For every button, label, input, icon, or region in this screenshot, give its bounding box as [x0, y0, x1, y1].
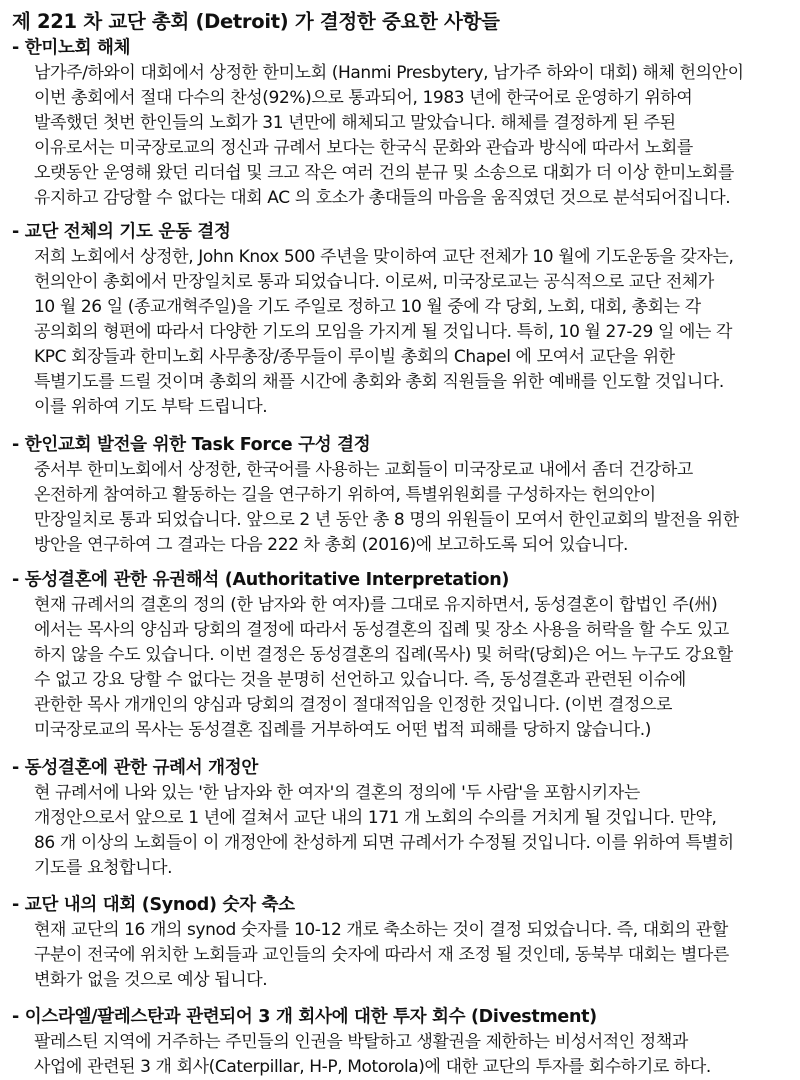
- body-line: 사업에 관련된 3 개 회사(Caterpillar, H-P, Motorola)에 대한 교단의 투자를 회수하기로 하다.: [34, 1057, 711, 1077]
- body-line: 이번 총회에서 절대 다수의 찬성(92%)으로 통과되어, 1983 년에 한국어로 운영하기 위하여: [34, 88, 693, 108]
- section-heading: - 한인교회 발전을 위한 Task Force 구성 결정: [12, 435, 371, 455]
- body-line: 현 규례서에 나와 있는 '한 남자와 한 여자'의 결혼의 정의에 '두 사람'을 포함시키자는: [34, 783, 640, 803]
- body-line: 기도를 요청합니다.: [34, 858, 173, 878]
- body-line: 이를 위하여 기도 부탁 드립니다.: [34, 397, 268, 417]
- section-list: [12, 36, 786, 1080]
- body-line: 오랫동안 운영해 왔던 리더쉽 및 크고 작은 여러 건의 분규 및 소송으로 대회가 더 이상 한미노회를: [34, 163, 734, 183]
- body-line: 방안을 연구하여 그 결과는 다음 222 차 총회 (2016)에 보고하도록 되어 있습니다.: [34, 535, 629, 555]
- body-line: 미국장로교의 목사는 동성결혼 집례를 거부하여도 어떤 법적 피해를 당하지 않습니다.): [34, 720, 652, 740]
- body-line: 개정안으로서 앞으로 1 년에 걸쳐서 교단 내의 171 개 노회의 수의를 거치게 될 것입니다. 만약,: [34, 808, 717, 828]
- body-line: 특별기도를 드릴 것이며 총회의 채플 시간에 총회와 총회 직원들을 위한 예배를 인도할 것입니다.: [34, 372, 724, 392]
- body-line: 저희 노회에서 상정한, John Knox 500 주년을 맞이하여 교단 전체가 10 월에 기도운동을 갖자는,: [34, 247, 734, 267]
- body-line: 86 개 이상의 노회들이 이 개정안에 찬성하게 되면 규례서가 수정될 것입니다. 이를 위하여 특별히: [34, 833, 734, 853]
- section: [12, 220, 786, 420]
- body-line: 공의회의 형편에 따라서 다양한 기도의 모임을 가지게 될 것입니다. 특히, 10 월 27-29 일 에는 각: [34, 322, 733, 342]
- section-body: [34, 593, 786, 743]
- body-line: 하지 않을 수도 있습니다. 이번 결정은 동성결혼의 집례(목사) 및 허락(당회)은 어느 누구도 강요할: [34, 645, 733, 665]
- body-line: 헌의안이 총회에서 만장일치로 통과 되었습니다. 이로써, 미국장로교는 공식적으로 교단 전체가: [34, 272, 714, 292]
- section-heading: - 교단 내의 대회 (Synod) 숫자 축소: [12, 895, 295, 915]
- section-heading: - 동성결혼에 관한 규례서 개정안: [12, 758, 258, 778]
- section: [12, 36, 786, 211]
- body-line: 현재 교단의 16 개의 synod 숫자를 10-12 개로 축소하는 것이 결정 되었습니다. 즉, 대회의 관할: [34, 920, 728, 940]
- body-line: 수 없고 강요 당할 수 없다는 것을 분명히 선언하고 있습니다. 즉, 동성결혼과 관련된 이슈에: [34, 670, 686, 690]
- body-line: 구분이 전국에 위치한 노회들과 교인들의 숫자에 따라서 재 조정 될 것인데, 동북부 대회는 별다른: [34, 945, 729, 965]
- section-heading: - 한미노회 해체: [12, 38, 131, 58]
- section-heading: - 이스라엘/팔레스탄과 관련되어 3 개 회사에 대한 투자 회수 (Divestment): [12, 1007, 597, 1027]
- section-body: [34, 1030, 786, 1080]
- section-spacer: [12, 881, 786, 893]
- body-line: 10 월 26 일 (종교개혁주일)을 기도 주일로 정하고 10 월 중에 각 당회, 노회, 대회, 총회는 각: [34, 297, 701, 317]
- body-line: KPC 회장들과 한미노회 사무총장/종무들이 루이빌 총회의 Chapel 에 모여서 교단을 위한: [34, 347, 675, 367]
- section: [12, 1005, 786, 1080]
- body-line: 에서는 목사의 양심과 당회의 결정에 따라서 동성결혼의 집례 및 장소 사용을 허락을 할 수도 있고: [34, 620, 729, 640]
- section: [12, 893, 786, 993]
- section: [12, 433, 786, 558]
- body-line: 남가주/하와이 대회에서 상정한 한미노회 (Hanmi Presbytery, 남가주 하와이 대회) 해체 헌의안이: [34, 63, 744, 83]
- section-spacer: [12, 993, 786, 1005]
- body-line: 관한한 목사 개개인의 양심과 당회의 결정이 절대적임을 인정한 것입니다. (이번 결정으로: [34, 695, 673, 715]
- section-spacer: [12, 743, 786, 756]
- body-line: 유지하고 감당할 수 없다는 대회 AC 의 호소가 총대들의 마음을 움직였던 것으로 분석되어집니다.: [34, 188, 731, 208]
- section-body: [34, 245, 786, 420]
- body-line: 온전하게 참여하고 활동하는 길을 연구하기 위하여, 특별위원회를 구성하자는 헌의안이: [34, 485, 656, 505]
- section: [12, 756, 786, 881]
- body-line: 발족했던 첫번 한인들의 노회가 31 년만에 해체되고 말았습니다. 해체를 결정하게 된 주된: [34, 113, 676, 133]
- section: [12, 568, 786, 743]
- section-body: [34, 918, 786, 993]
- body-line: 만장일치로 통과 되었습니다. 앞으로 2 년 동안 총 8 명의 위원들이 모여서 한인교회의 발전을 위한: [34, 510, 739, 530]
- section-spacer: [12, 420, 786, 433]
- section-spacer: [12, 558, 786, 568]
- section-spacer: [12, 211, 786, 220]
- body-line: 변화가 없을 것으로 예상 됩니다.: [34, 970, 268, 990]
- section-heading: - 동성결혼에 관한 유권해석 (Authoritative Interpretation): [12, 570, 510, 590]
- body-line: 이유로서는 미국장로교의 정신과 규례서 보다는 한국식 문화와 관습과 방식에 따라서 노회를: [34, 138, 693, 158]
- body-line: 팔레스틴 지역에 거주하는 주민들의 인권을 박탈하고 생활권을 제한하는 비성서적인 정책과: [34, 1032, 688, 1052]
- section-body: [34, 781, 786, 881]
- body-line: 현재 규례서의 결혼의 정의 (한 남자와 한 여자)를 그대로 유지하면서, 동성결혼이 합법인 주(州): [34, 595, 718, 615]
- body-line: 중서부 한미노회에서 상정한, 한국어를 사용하는 교회들이 미국장로교 내에서 좀더 건강하고: [34, 460, 693, 480]
- document-title: 제 221 차 교단 총회 (Detroit) 가 결정한 중요한 사항들: [12, 10, 500, 33]
- section-body: [34, 61, 786, 211]
- section-body: [34, 458, 786, 558]
- section-heading: - 교단 전체의 기도 운동 결정: [12, 222, 231, 242]
